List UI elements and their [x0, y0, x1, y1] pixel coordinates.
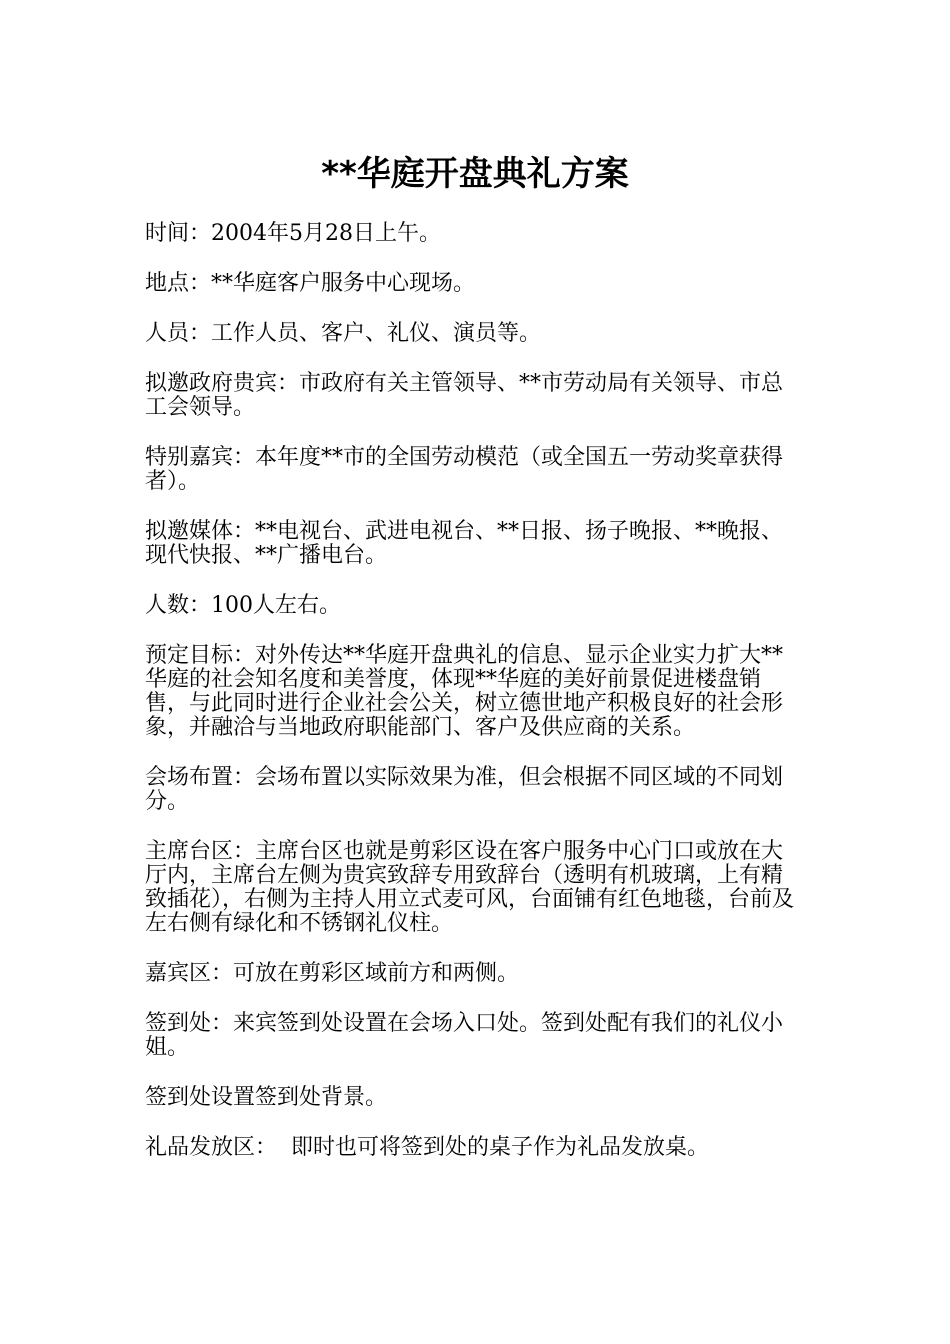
paragraph-venue-layout: 会场布置：会场布置以实际效果为准，但会根据不同区域的不同划分。	[145, 765, 784, 814]
paragraph-government-guests: 拟邀政府贵宾：市政府有关主管领导、**市劳动局有关领导、市总工会领导。	[145, 371, 784, 420]
document-title: **华庭开盘典礼方案	[321, 154, 629, 194]
document-body	[145, 222, 800, 1186]
paragraph-sign-in-desk: 签到处：来宾签到处设置在会场入口处。签到处配有我们的礼仪小姐。	[145, 1011, 784, 1060]
paragraph-location: 地点：**华庭客户服务中心现场。	[145, 271, 476, 296]
paragraph-rostrum-area: 主席台区：主席台区也就是剪彩区设在客户服务中心门口或放在大厅内，主席台左侧为贵宾致辞专用致辞台（透明有机玻璃，上有精致插花），右侧为主持人用立式麦可风，台面铺有红色地毯，台前及左右侧有绿化和不锈钢礼仪柱。	[145, 839, 795, 936]
paragraph-media: 拟邀媒体：**电视台、武进电视台、**日报、扬子晚报、**晚报、现代快报、**广播电台。	[145, 519, 784, 568]
paragraph-gift-area: 礼品发放区： 即时也可将签到处的桌子作为礼品发放桌。	[145, 1135, 709, 1160]
paragraph-headcount: 人数：100人左右。	[145, 593, 341, 618]
paragraph-special-guests: 特别嘉宾：本年度**市的全国劳动模范（或全国五一劳动奖章获得者）。	[145, 445, 784, 494]
paragraph-guest-area: 嘉宾区：可放在剪彩区域前方和两侧。	[145, 961, 520, 986]
paragraph-personnel: 人员：工作人员、客户、礼仪、演员等。	[145, 321, 542, 346]
paragraph-objectives: 预定目标：对外传达**华庭开盘典礼的信息、显示企业实力扩大**华庭的社会知名度和美誉度，体现**华庭的美好前景促进楼盘销售，与此同时进行企业社会公关，树立德世地产积极良好的社会形象，并融洽与当地政府职能部门、客户及供应商的关系。	[145, 643, 784, 740]
paragraph-time: 时间：2004年5月28日上午。	[145, 221, 441, 246]
paragraph-sign-in-backdrop: 签到处设置签到处背景。	[145, 1085, 388, 1110]
